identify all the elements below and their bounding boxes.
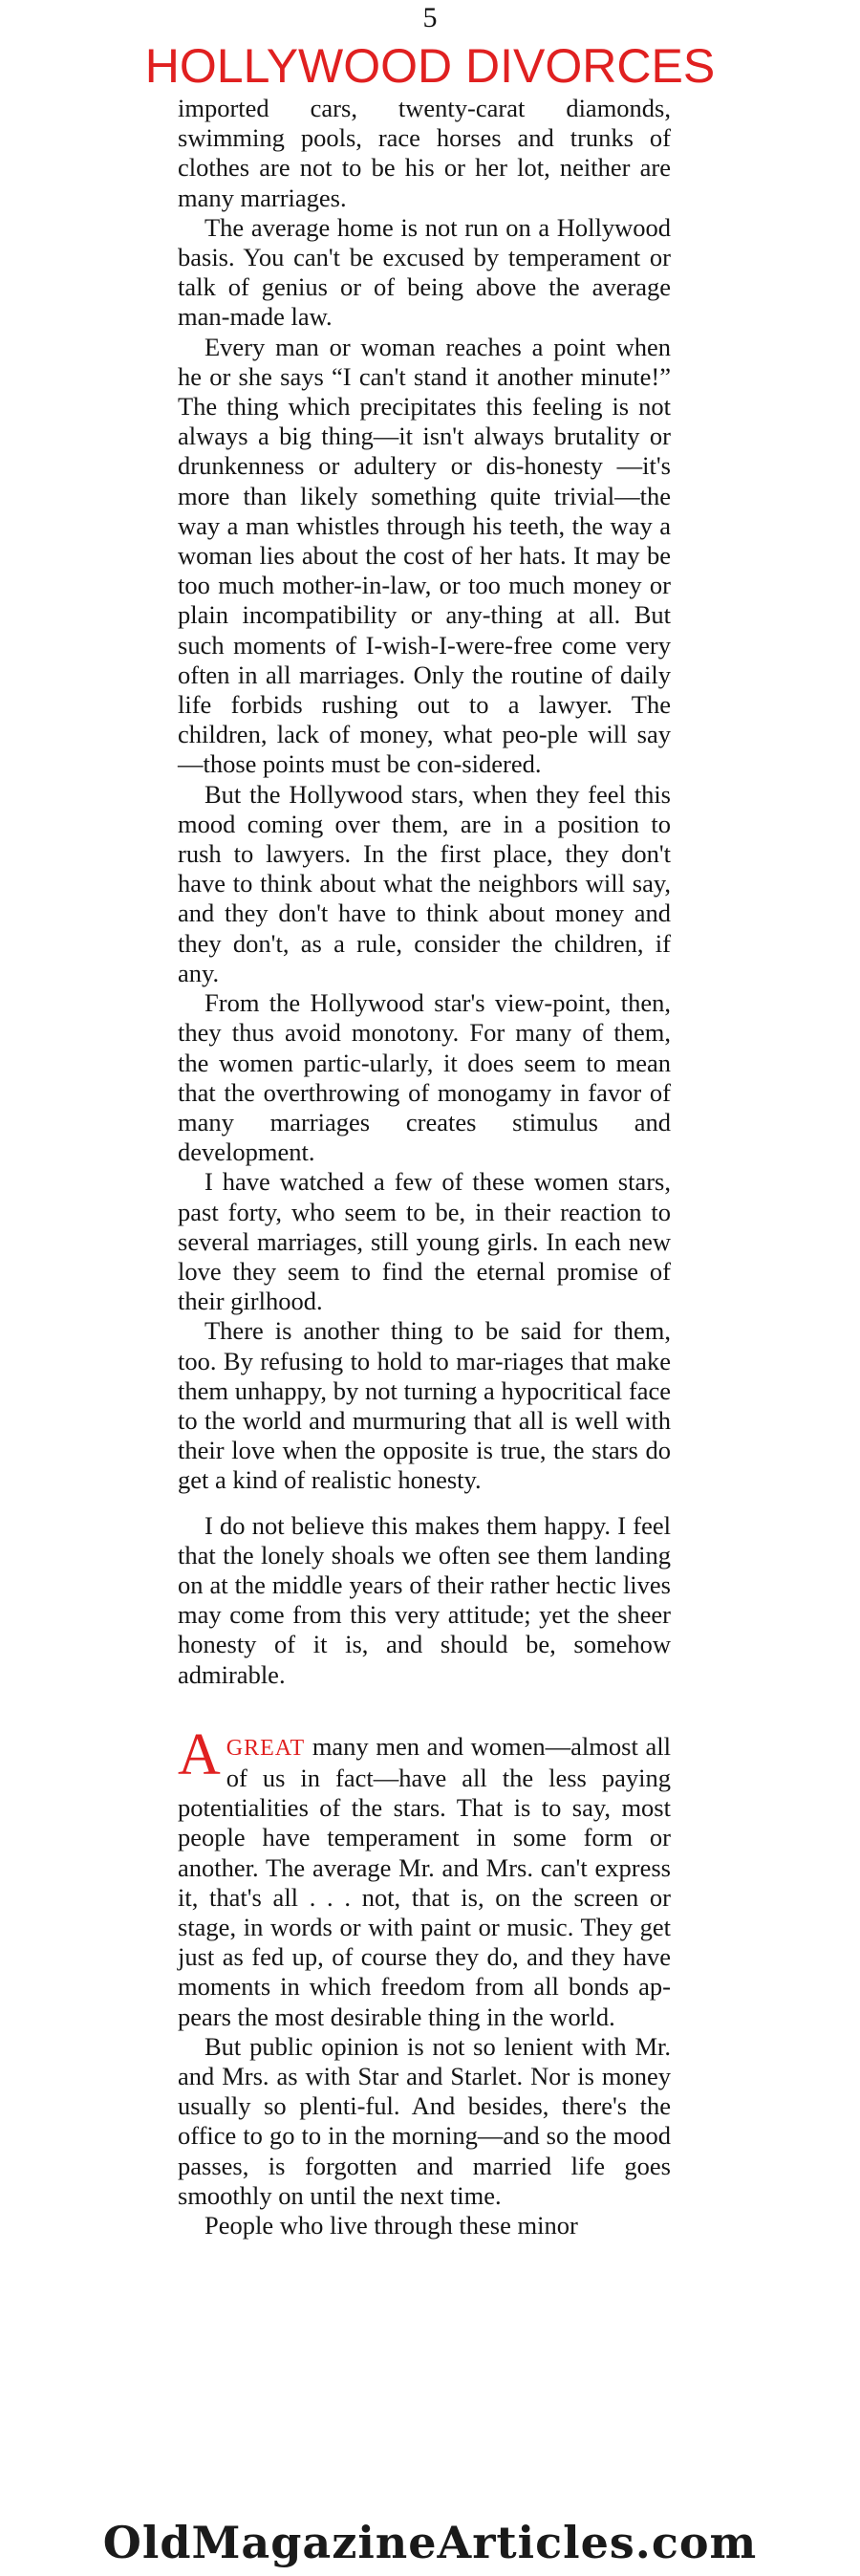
page-number: 5	[422, 2, 438, 33]
paragraph-1: imported cars, twenty-carat diamonds, swimming pools, race horses and trunks of clothes are not to be his or her lot, neither are many marriages.	[178, 94, 671, 212]
paragraph-6: I have watched a few of these women stars, past forty, who seem to be, in their reaction to several marriages, still young girls. In each new love they seem to find the eternal promise of their girlhood.	[178, 1167, 671, 1316]
article-title: HOLLYWOOD DIVORCES	[144, 39, 716, 93]
paragraph-5: From the Hollywood star's view-point, then, they thus avoid monotony. For many of them, the women partic-ularly, it does seem to mean that the overthrowing of monogamy in favor of many marriages creates stimulus and development.	[178, 988, 671, 1167]
dropcap-word: GREAT	[226, 1735, 306, 1761]
paragraph-8: I do not believe this makes them happy. I feel that the lonely shoals we often see them landing on at the middle years of their rather hectic lives may come from this very attitude; yet the sheer honesty of it is, and should be, somehow admirable.	[178, 1510, 671, 1689]
paragraph-7: There is another thing to be said for them, too. By refusing to hold to mar-riages that make them unhappy, by not turning a hypocritical face to the world and murmuring that all is well with their love when the opposite is true, the stars do get a kind of realistic honesty.	[178, 1316, 671, 1495]
paragraph-4: But the Hollywood stars, when they feel this mood coming over them, are in a position to rush to lawyers. In the first place, they don't have to think about what the neighbors will say, and they don't have to think about money and they don't, as a rule, consider the children, if any.	[178, 779, 671, 987]
source-watermark: OldMagazineArticles.com	[102, 2517, 758, 2568]
article-column	[178, 94, 671, 2240]
paragraph-3: Every man or woman reaches a point when he or she says “I can't stand it another minute!” The thing which precipitates this feeling is not always a big thing—it isn't always brutality or drunkenness or adultery or dis-honesty —it's more than likely something quite trivial—the way a man whistles through his teeth, the way a woman lies about the cost of her hats. It may be too much mother-in-law, or too much money or plain incompatibility or any-thing at all. But such moments of I-wish-I-were-free come very often in all marriages. Only the routine of daily life forbids rushing out to a lawyer. The children, lack of money, what peo-ple will say—those points must be con-sidered.	[178, 332, 671, 779]
dropcap-paragraph	[178, 1721, 671, 2032]
paragraph-11: People who live through these minor	[204, 2211, 578, 2240]
paragraph-10: But public opinion is not so lenient with Mr. and Mrs. as with Star and Starlet. Nor is money usually so plenti-ful. And besides, there's the office to go to in the morning—and so the mood passes, is forgotten and married life goes smoothly on until the next time.	[178, 2031, 671, 2210]
paragraph-2: The average home is not run on a Hollywood basis. You can't be excused by temperament or talk of genius or of being above the average man-made law.	[178, 212, 671, 332]
dropcap-paragraph-text: many men and women—almost all of us in fact—have all the less paying potentialities of the stars. That is to say, most people have temperament in some form or another. The average Mr. and Mrs. can't express it, that's all . . . not, that is, on the screen or stage, in words or with paint or music. They get just as fed up, of course they do, and they have moments in which freedom from all bonds ap-pears the most desirable thing in the world.	[178, 1731, 671, 2031]
dropcap-letter: A	[178, 1721, 221, 1787]
